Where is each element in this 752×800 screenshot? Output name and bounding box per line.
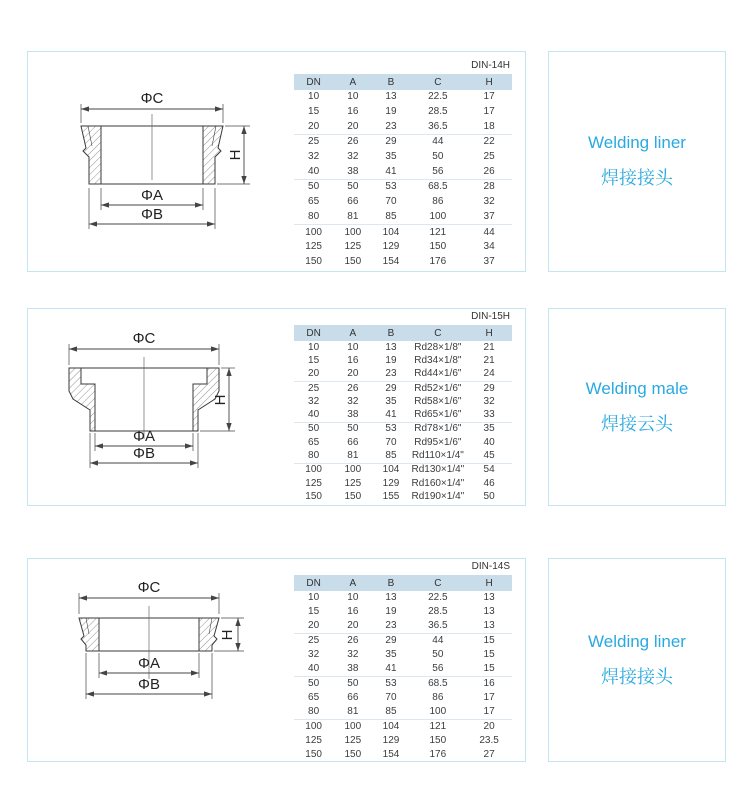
table-cell: 81: [333, 449, 372, 463]
table-cell: 10: [347, 91, 359, 103]
table-cell: 29: [385, 136, 397, 148]
table-cell: 66: [347, 196, 359, 208]
table-row: [294, 436, 512, 449]
table-cell: 29: [483, 382, 495, 394]
table-row: [294, 195, 512, 210]
table-cell: 20: [483, 721, 495, 732]
table-cell: Rd44×1/6": [410, 368, 467, 382]
table-cell: 50: [308, 423, 320, 435]
table-cell: 50: [347, 181, 359, 193]
table-cell: 15: [483, 649, 495, 660]
table-cell: 15: [308, 354, 320, 366]
table-cell: 40: [483, 436, 495, 448]
product-label-panel: [548, 558, 726, 762]
table-cell: 15: [308, 106, 320, 118]
table-cell: 85: [372, 705, 409, 720]
table-cell: 35: [385, 151, 397, 163]
table-cell: 50: [347, 423, 359, 435]
table-cell: Rd130×1/4": [411, 464, 465, 476]
table-cell: 65: [308, 436, 320, 448]
table-cell: 29: [385, 635, 397, 646]
table-cell: 50: [432, 649, 444, 660]
table-cell: 10: [308, 91, 320, 103]
table-cell: Rd160×1/4": [411, 477, 465, 489]
dim-label-a: ΦA: [141, 187, 163, 204]
table-cell: 22: [483, 136, 495, 148]
column-header: DN: [294, 325, 333, 341]
table-cell: 35: [385, 649, 397, 660]
table-cell: 20: [294, 368, 333, 382]
table-row: [294, 677, 512, 692]
table-cell: 16: [347, 606, 359, 617]
fitting-shape: [81, 114, 223, 184]
table-cell: 37: [483, 255, 495, 267]
table-header-row: [294, 325, 512, 341]
table-cell: 16: [483, 678, 495, 689]
table-cell: 150: [344, 749, 362, 760]
table-cell: 70: [385, 692, 397, 703]
dim-label-h: H: [227, 149, 244, 161]
table-cell: 36.5: [410, 619, 467, 634]
table-cell: 10: [308, 341, 320, 353]
fitting-cross-section-drawing: [28, 52, 278, 273]
table-cell: 25: [308, 136, 320, 148]
fitting-shape: [69, 357, 219, 439]
table-cell: 24: [466, 368, 512, 382]
table-row: [294, 605, 512, 619]
table-cell: 104: [382, 464, 400, 476]
product-name-zh: 焊接接头: [601, 168, 673, 188]
table-cell: 150: [429, 241, 447, 253]
dimension-table-block: [294, 60, 512, 269]
table-cell: 100: [410, 210, 467, 225]
section-welding-male-din15h: [0, 308, 752, 506]
table-row: [294, 634, 512, 649]
table-cell: 28: [483, 181, 495, 193]
table-row: [294, 105, 512, 120]
table-cell: 53: [385, 423, 397, 435]
table-cell: Rd78×1/6": [414, 423, 462, 435]
table-row: [294, 354, 512, 367]
product-name-zh: 焊接接头: [601, 666, 673, 687]
table-cell: 68.5: [428, 678, 448, 689]
product-name-zh: 焊接云头: [601, 413, 673, 434]
table-cell: 81: [333, 210, 372, 225]
table-row: [294, 734, 512, 748]
table-cell: 50: [308, 181, 320, 193]
table-cell: 22.5: [428, 91, 448, 103]
table-cell: 10: [308, 592, 320, 603]
table-cell: 13: [483, 592, 495, 603]
table-row: [294, 210, 512, 225]
table-cell: 19: [385, 354, 397, 366]
table-cell: Rd52×1/6": [414, 382, 462, 394]
table-cell: 13: [385, 592, 397, 603]
table-cell: 29: [385, 382, 397, 394]
table-cell: 22.5: [428, 592, 448, 603]
table-cell: 32: [483, 395, 495, 407]
table-row: [294, 748, 512, 762]
section-welding-liner-din14h: [0, 51, 752, 272]
table-row: [294, 381, 512, 395]
table-cell: 121: [429, 721, 447, 732]
dimension-lines: [79, 579, 244, 699]
dim-label-c: ΦC: [140, 90, 164, 107]
table-cell: 20: [294, 119, 333, 134]
table-cell: 154: [382, 749, 400, 760]
table-cell: 44: [432, 635, 444, 646]
table-cell: Rd28×1/8": [414, 341, 462, 353]
table-cell: 80: [294, 449, 333, 463]
table-cell: 80: [294, 705, 333, 720]
table-cell: 40: [294, 408, 333, 422]
table-header-row: [294, 74, 512, 90]
column-header: DN: [294, 575, 333, 591]
dim-label-h: H: [219, 629, 236, 641]
table-row: [294, 691, 512, 705]
table-cell: 13: [385, 91, 397, 103]
table-row: [294, 341, 512, 354]
table-cell: 53: [385, 678, 397, 689]
table-cell: 40: [294, 164, 333, 179]
table-cell: 150: [344, 255, 362, 267]
table-row: [294, 135, 512, 150]
table-cell: 150: [305, 255, 322, 267]
table-cell: 50: [483, 490, 495, 502]
table-row: [294, 180, 512, 195]
table-cell: 65: [308, 692, 320, 703]
product-name-en: Welding liner: [588, 631, 686, 651]
table-cell: 68.5: [428, 181, 448, 193]
table-cell: 37: [466, 210, 512, 225]
table-cell: 10: [347, 341, 359, 353]
dimension-table: [294, 74, 512, 269]
table-cell: 15: [308, 606, 320, 617]
table-cell: 13: [466, 619, 512, 634]
table-row: [294, 164, 512, 179]
table-cell: 20: [333, 119, 372, 134]
fitting-cross-section-drawing: [28, 559, 278, 763]
table-row: [294, 225, 512, 240]
column-header: H: [466, 74, 512, 90]
table-row: [294, 395, 512, 408]
table-cell: 85: [372, 210, 409, 225]
table-cell: 19: [385, 106, 397, 118]
table-cell: 26: [466, 164, 512, 179]
table-cell: 19: [385, 606, 397, 617]
table-cell: 104: [382, 226, 400, 238]
table-cell: 17: [483, 91, 495, 103]
table-cell: 17: [483, 692, 495, 703]
table-cell: 35: [483, 423, 495, 435]
spec-panel: [27, 558, 526, 762]
table-cell: 35: [385, 395, 397, 407]
dimension-table: [294, 325, 512, 504]
table-cell: 36.5: [410, 119, 467, 134]
table-cell: 26: [347, 635, 359, 646]
table-cell: 56: [410, 662, 467, 677]
table-cell: 70: [385, 436, 397, 448]
table-cell: 66: [347, 692, 359, 703]
table-cell: 23.5: [479, 735, 499, 746]
table-cell: 100: [344, 226, 362, 238]
table-cell: 27: [483, 749, 495, 760]
table-cell: 100: [305, 226, 322, 238]
table-row: [294, 150, 512, 165]
table-row: [294, 705, 512, 720]
table-cell: 20: [294, 619, 333, 634]
table-cell: 25: [483, 151, 495, 163]
table-cell: 100: [410, 705, 467, 720]
dimension-lines: [81, 90, 250, 229]
table-cell: 13: [483, 606, 495, 617]
table-cell: 28.5: [428, 106, 448, 118]
table-cell: 104: [382, 721, 400, 732]
table-cell: 41: [372, 164, 409, 179]
table-row: [294, 648, 512, 662]
column-header: C: [410, 575, 467, 591]
table-cell: 41: [372, 662, 409, 677]
table-row: [294, 240, 512, 255]
table-cell: 20: [333, 368, 372, 382]
fitting-cross-section-drawing: [28, 309, 278, 507]
column-header: H: [466, 575, 512, 591]
table-cell: Rd65×1/6": [410, 408, 467, 422]
table-cell: 41: [372, 408, 409, 422]
table-cell: 66: [347, 436, 359, 448]
dim-label-h: H: [212, 394, 229, 406]
column-header: A: [333, 575, 372, 591]
table-cell: 100: [305, 464, 322, 476]
table-cell: 44: [483, 226, 495, 238]
product-name-en: Welding liner: [588, 133, 686, 152]
table-cell: 125: [344, 735, 362, 746]
table-cell: 100: [344, 464, 362, 476]
table-cell: Rd58×1/6": [414, 395, 462, 407]
table-cell: 18: [466, 119, 512, 134]
table-cell: 100: [305, 721, 322, 732]
table-cell: 125: [344, 241, 362, 253]
column-header: C: [410, 325, 467, 341]
table-cell: 25: [308, 635, 320, 646]
table-cell: 70: [385, 196, 397, 208]
column-header: DN: [294, 74, 333, 90]
table-row: [294, 422, 512, 436]
standard-code: DIN-15H: [471, 311, 510, 322]
product-label-panel: [548, 51, 726, 272]
table-cell: 100: [344, 721, 362, 732]
table-cell: 32: [308, 395, 320, 407]
table-cell: 176: [429, 749, 447, 760]
table-cell: 44: [432, 136, 444, 148]
table-cell: 38: [333, 408, 372, 422]
table-row: [294, 490, 512, 503]
table-cell: 25: [308, 382, 320, 394]
table-row: [294, 662, 512, 677]
dim-label-a: ΦA: [133, 428, 155, 445]
table-cell: 28.5: [428, 606, 448, 617]
table-cell: 129: [382, 241, 400, 253]
table-row: [294, 463, 512, 477]
table-cell: 50: [308, 678, 320, 689]
table-cell: 38: [333, 662, 372, 677]
table-cell: 20: [333, 619, 372, 634]
table-cell: 56: [410, 164, 467, 179]
spec-panel: [27, 51, 526, 272]
table-row: [294, 449, 512, 463]
column-header: B: [372, 575, 409, 591]
table-cell: 15: [466, 662, 512, 677]
table-cell: 65: [308, 196, 320, 208]
column-header: B: [372, 74, 409, 90]
table-cell: 125: [344, 477, 362, 489]
table-cell: 26: [347, 136, 359, 148]
table-row: [294, 720, 512, 735]
table-cell: 150: [429, 735, 447, 746]
table-cell: 10: [347, 592, 359, 603]
table-cell: 16: [347, 106, 359, 118]
table-row: [294, 619, 512, 634]
table-cell: 40: [294, 662, 333, 677]
table-row: [294, 90, 512, 105]
table-cell: 45: [466, 449, 512, 463]
table-cell: 54: [483, 464, 495, 476]
table-cell: 32: [483, 196, 495, 208]
table-cell: 125: [305, 735, 322, 746]
table-row: [294, 255, 512, 270]
dimension-table-block: [294, 561, 512, 762]
table-cell: 23: [372, 368, 409, 382]
table-cell: Rd190×1/4": [411, 490, 465, 502]
table-cell: 32: [347, 151, 359, 163]
column-header: B: [372, 325, 409, 341]
table-cell: 85: [372, 449, 409, 463]
table-cell: 86: [432, 692, 444, 703]
dim-label-a: ΦA: [138, 655, 160, 672]
table-cell: 23: [372, 119, 409, 134]
table-cell: 23: [372, 619, 409, 634]
table-cell: 32: [308, 151, 320, 163]
column-header: C: [410, 74, 467, 90]
table-cell: 26: [347, 382, 359, 394]
table-cell: Rd110×1/4": [410, 449, 467, 463]
spec-panel: [27, 308, 526, 506]
dim-label-c: ΦC: [137, 579, 161, 596]
table-cell: 154: [382, 255, 400, 267]
column-header: A: [333, 74, 372, 90]
table-row: [294, 591, 512, 605]
dim-label-b: ΦB: [141, 206, 163, 223]
table-cell: 34: [483, 241, 495, 253]
dim-label-b: ΦB: [133, 445, 155, 462]
table-cell: 176: [429, 255, 447, 267]
table-cell: 17: [466, 705, 512, 720]
dim-label-b: ΦB: [138, 676, 160, 693]
table-cell: 129: [382, 477, 400, 489]
table-cell: 125: [305, 477, 322, 489]
standard-code: DIN-14S: [471, 561, 510, 572]
column-header: H: [466, 325, 512, 341]
table-cell: 17: [483, 106, 495, 118]
table-cell: 21: [483, 341, 495, 353]
table-row: [294, 368, 512, 382]
table-cell: 129: [382, 735, 400, 746]
table-cell: 15: [483, 635, 495, 646]
table-cell: 150: [344, 490, 362, 502]
table-header-row: [294, 575, 512, 591]
table-cell: 50: [432, 151, 444, 163]
table-cell: 150: [305, 749, 322, 760]
section-welding-liner-din14s: [0, 558, 752, 762]
dim-label-c: ΦC: [132, 330, 156, 347]
dimension-table: [294, 575, 512, 762]
product-name-en: Welding male: [585, 378, 689, 398]
table-cell: Rd34×1/8": [414, 354, 462, 366]
table-cell: 121: [429, 226, 447, 238]
standard-code: DIN-14H: [471, 60, 510, 71]
table-cell: 21: [483, 354, 495, 366]
table-row: [294, 477, 512, 490]
table-row: [294, 119, 512, 134]
table-cell: 155: [382, 490, 400, 502]
table-cell: 80: [294, 210, 333, 225]
table-cell: 46: [483, 477, 495, 489]
dimension-table-block: [294, 311, 512, 504]
table-cell: Rd95×1/6": [414, 436, 462, 448]
table-cell: 86: [432, 196, 444, 208]
table-cell: 32: [347, 649, 359, 660]
table-cell: 150: [305, 490, 322, 502]
table-row: [294, 408, 512, 422]
table-cell: 32: [308, 649, 320, 660]
table-cell: 81: [333, 705, 372, 720]
table-cell: 38: [333, 164, 372, 179]
table-cell: 33: [466, 408, 512, 422]
table-cell: 53: [385, 181, 397, 193]
product-label-panel: [548, 308, 726, 506]
table-cell: 16: [347, 354, 359, 366]
table-cell: 125: [305, 241, 322, 253]
table-cell: 50: [347, 678, 359, 689]
column-header: A: [333, 325, 372, 341]
table-cell: 32: [347, 395, 359, 407]
table-cell: 13: [385, 341, 397, 353]
